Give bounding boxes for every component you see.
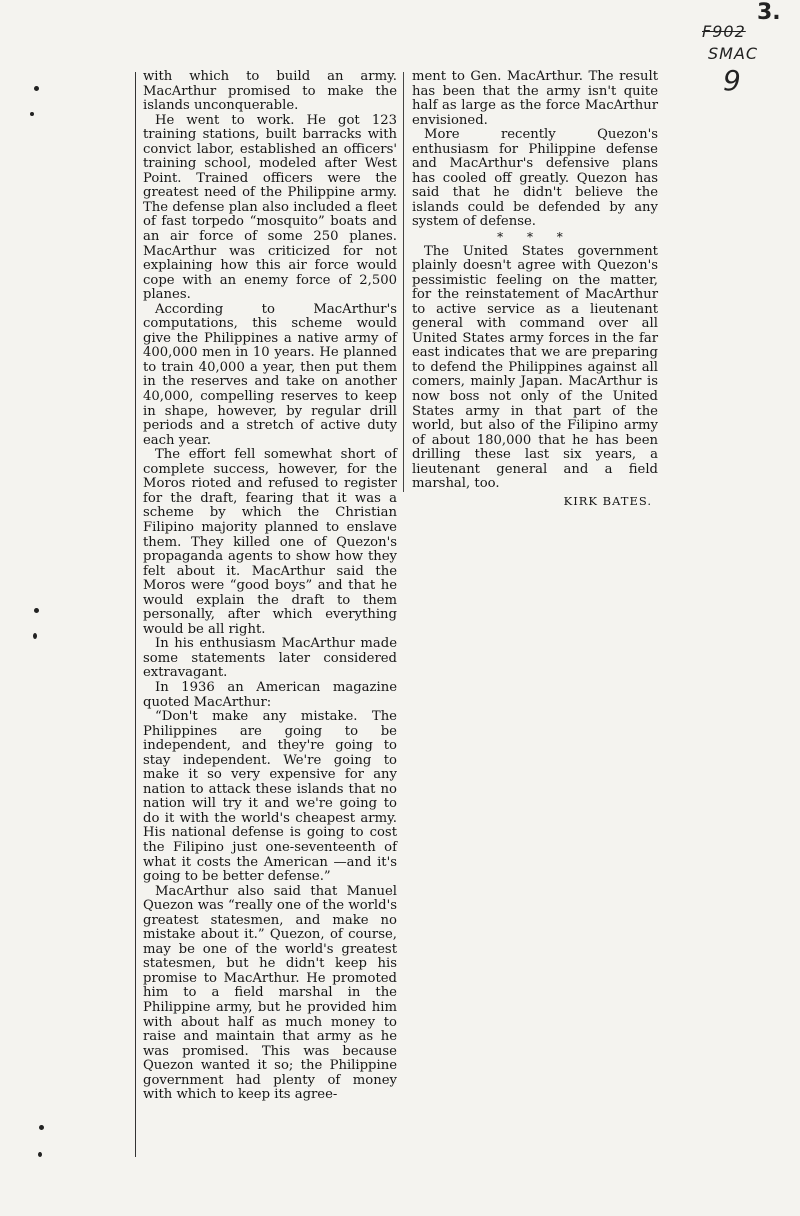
article-paragraph: According to MacArthur's computations, this scheme would give the Philippines a native army of 400,000 men in 10 years. He planned to train 40,000 a year, then put them in the reserves and take on another 40,000, compelling reserves to keep in shape, however, by regular drill periods and a stretch of active duty each year. xyxy=(143,301,397,448)
article-paragraph: In his enthusiasm MacArthur made some statements later considered extravagant. xyxy=(143,636,397,681)
punch-hole-mark xyxy=(30,112,34,116)
section-separator: * * * xyxy=(497,230,573,245)
article-paragraph: ment to Gen. MacArthur. The result has been that the army isn't quite half as large as the force MacArthur envisioned. xyxy=(412,69,658,128)
article-paragraph: The effort fell somewhat short of complete success, however, for the Moros rioted and refused to register for the draft, fearing that it was a scheme by which the Christian Filipino majority planned to enslave them. They killed one of Quezon's propaganda agents to show how they felt about it. MacArthur said the Moros were “good boys” and that he would explain the draft to them personally, after which everything would be all right. xyxy=(143,447,397,637)
article-quote: “Don't make any mistake. The Philippines are going to be independent, and they're going to stay independent. We're going to make it so very expensive for any nation to attack these islands that no nation will try it and we're going to do it with the world's cheapest army. His national defense is going to cost the Filipino just one-seventeenth of what it costs the American —and it's going to be better defense.” xyxy=(143,709,397,885)
left-column-rule xyxy=(135,72,136,1157)
punch-hole-mark xyxy=(33,633,37,639)
punch-hole-mark xyxy=(39,1125,44,1130)
article-paragraph: He went to work. He got 123 training stations, built barracks with convict labor, established an officers' training school, modeled after West Point. Trained officers were the greatest need of the Philippine army. The defense plan also included a fleet of fast torpedo “mosquito” boats and an air force of some 250 planes. MacArthur was criticized for not explaining how this air force would cope with an enemy force of 2,500 planes. xyxy=(143,112,397,303)
article-paragraph: MacArthur also said that Manuel Quezon was “really one of the world's greatest statesmen, and make no mistake about it.” Quezon, of course, may be one of the world's greatest statesmen, but he didn't keep his promise to MacArthur. He promoted him to a field marshal in the Philippine army, but he provided him with about half as much money to raise and maintain that army as he was promised. This was because Quezon wanted it so; the Philippine government had plenty of money with which to keep its agree- xyxy=(143,883,397,1103)
article-paragraph: with which to build an army. MacArthur promised to make the islands unconquerable. xyxy=(143,69,397,114)
article-right-column xyxy=(412,70,658,508)
punch-hole-mark xyxy=(34,608,39,613)
punch-hole-mark xyxy=(38,1152,42,1157)
article-paragraph: More recently Quezon's enthusiasm for Philippine defense and MacArthur's defensive plans has cooled off greatly. Quezon has said that he didn't believe the islands could be defended by any system of defense. xyxy=(412,127,658,230)
handwritten-file-code: F902 xyxy=(702,22,746,41)
handwritten-page-number: 3. xyxy=(757,0,781,25)
punch-hole-mark xyxy=(34,86,39,91)
author-byline: KIRK BATES. xyxy=(563,493,652,508)
article-paragraph: In 1936 an American magazine quoted MacArthur: xyxy=(143,679,397,710)
handwritten-file-number: 9 xyxy=(723,64,741,97)
handwritten-file-code-2: SMAC xyxy=(708,44,759,63)
column-divider-rule xyxy=(403,72,404,492)
article-paragraph: The United States government plainly doesn't agree with Quezon's pessimistic feeling on the matter, for the reinstatement of MacArthur to active service as a lieutenant general with command over all United States army forces in the far east indicates that we are preparing to defend the Philippines against all comers, mainly Japan. MacArthur is now boss not only of the United States army in that part of the world, but also of the Filipino army of about 180,000 that he has been drilling these last six years, a lieutenant general and a field marshal, too. xyxy=(412,243,658,492)
article-left-column xyxy=(143,70,397,1103)
